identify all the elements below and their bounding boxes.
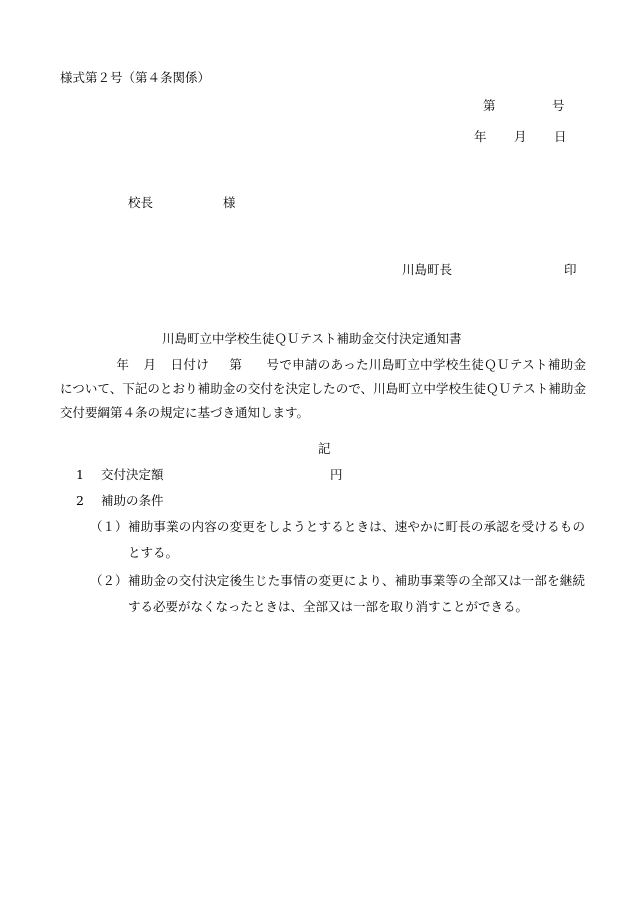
form-label: 様式第２号（第４条関係） bbox=[60, 70, 211, 85]
addressee-title: 校長 bbox=[128, 195, 154, 210]
body-date-month: 月 bbox=[143, 357, 157, 372]
addressee-honorific: 様 bbox=[223, 195, 236, 210]
doc-number-suffix: 号 bbox=[552, 98, 565, 113]
body-date-day: 日付け bbox=[170, 357, 210, 372]
condition-1-text: 補助事業の内容の変更をしようとするときは、速やかに町長の承認を受けるものとする。 bbox=[128, 519, 585, 560]
body-paragraph bbox=[60, 353, 586, 425]
item-2-label: 補助の条件 bbox=[101, 493, 164, 508]
seal-mark: 印 bbox=[564, 262, 577, 277]
body-number-prefix: 第 bbox=[229, 357, 243, 372]
document-title: 川島町立中学校生徒ＱＵテスト補助金交付決定通知書 bbox=[162, 331, 462, 346]
sender-name: 川島町長 bbox=[402, 262, 453, 277]
doc-number-prefix: 第 bbox=[483, 98, 496, 113]
item-1-number: 1 bbox=[76, 467, 84, 482]
item-2-number: 2 bbox=[76, 493, 84, 508]
condition-2-number: （２） bbox=[90, 573, 128, 588]
item-1-label: 交付決定額 bbox=[101, 467, 164, 482]
condition-2-text: 補助金の交付決定後生じた事情の変更により、補助事業等の全部又は一部を継続する必要がなくなったときは、全部又は一部を取り消すことができる。 bbox=[128, 573, 585, 614]
date-month: 月 bbox=[514, 129, 527, 144]
body-date-year: 年 bbox=[116, 357, 130, 372]
item-1-unit: 円 bbox=[330, 467, 343, 482]
ki-heading: 記 bbox=[318, 441, 331, 456]
date-year: 年 bbox=[474, 129, 487, 144]
body-text: 号で申請のあった川島町立中学校生徒ＱＵテスト補助金について、下記のとおり補助金の交付を決定したので、川島町立中学校生徒ＱＵテスト補助金交付要綱第４条の規定に基づき通知します。 bbox=[60, 357, 586, 420]
date-day: 日 bbox=[554, 129, 567, 144]
condition-1-number: （１） bbox=[90, 519, 128, 534]
